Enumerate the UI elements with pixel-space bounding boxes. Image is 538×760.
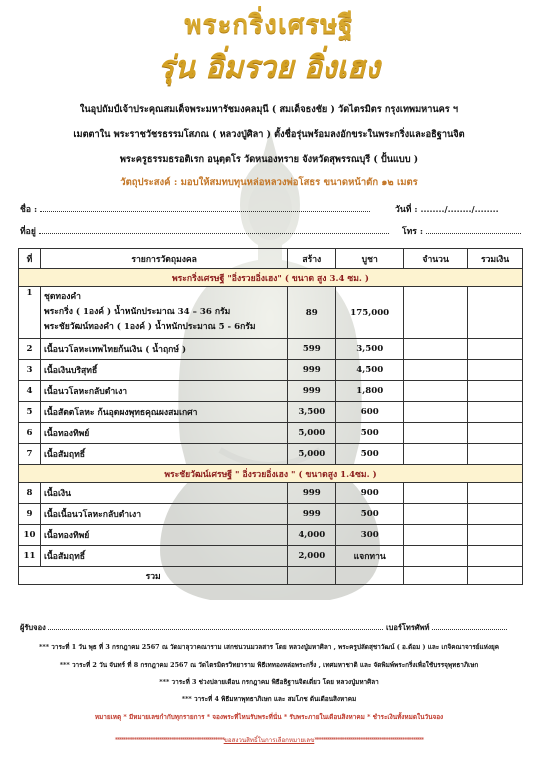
remarks-note: หมายเหตุ * มีหมายเลขกำกับทุกรายการ * จองพระที่ไหนรับพระที่นั่น * รับพระภายในเดือนสิงหาคม * ชำระเงินทั้งหมดในวันจอง	[94, 713, 444, 721]
row-qty-cell[interactable]	[404, 444, 468, 465]
receiver-label: ผู้รับจอง	[20, 623, 46, 632]
main-title: พระกริ่งเศรษฐี	[184, 10, 354, 40]
row-made: 999	[288, 483, 336, 504]
row-total-cell[interactable]	[468, 483, 523, 504]
gold-set-line-3: พระชัยวัฒน์ทองคำ ( 1องค์ ) น้ำหนักประมาณ 5 - 6กรัม	[43, 322, 256, 332]
total-amount-cell[interactable]	[468, 567, 523, 585]
total-row	[19, 567, 523, 585]
row-total-cell[interactable]	[468, 423, 523, 444]
row-total-cell[interactable]	[468, 504, 523, 525]
row-made: 999	[288, 360, 336, 381]
row-made: 2,000	[288, 546, 336, 567]
row-no: 10	[19, 525, 41, 546]
row-price: 3,500	[336, 339, 404, 360]
row-price: 600	[336, 402, 404, 423]
row-made: 5,000	[288, 423, 336, 444]
row-price: 500	[336, 504, 404, 525]
row-qty-cell[interactable]	[404, 504, 468, 525]
row-qty-cell[interactable]	[404, 360, 468, 381]
table-row	[19, 360, 523, 381]
row-made: 999	[288, 504, 336, 525]
address-field[interactable]	[20, 224, 389, 238]
edition-title: รุ่น อิ่มรวย อิ่งเฮง	[158, 50, 380, 85]
name-label: ชื่อ :	[20, 205, 38, 215]
table-row	[19, 483, 523, 504]
table-row	[19, 339, 523, 360]
col-item: รายการวัตถุมงคล	[40, 249, 287, 269]
row-no: 1	[19, 287, 41, 339]
name-input-line[interactable]	[40, 211, 370, 212]
row-total-cell[interactable]	[468, 546, 523, 567]
col-total: รวมเงิน	[468, 249, 523, 269]
table-row	[19, 402, 523, 423]
row-qty-cell[interactable]	[404, 483, 468, 504]
row-no: 8	[19, 483, 41, 504]
row-made: 3,500	[288, 402, 336, 423]
row-total-cell[interactable]	[468, 525, 523, 546]
row-no: 3	[19, 360, 41, 381]
row-price: แจกทาน	[336, 546, 404, 567]
receiver-input-line[interactable]	[48, 629, 383, 630]
row-total-cell[interactable]	[468, 339, 523, 360]
ceremony-round-3: *** วาระที่ 3 ช่วงปลายเดือน กรกฎาคม พิธีอธิฐานจิตเดี่ยว โดย หลวงปู่มหาศิลา	[159, 678, 379, 686]
date-field[interactable]	[395, 202, 499, 216]
row-total-cell[interactable]	[468, 402, 523, 423]
section-title-1: พระกริ่งเศรษฐี "อิ่งรวยอิ่งเฮง" ( ขนาด สูง 3.4 ซม. )	[19, 269, 523, 287]
receiver-phone-line[interactable]	[432, 629, 507, 630]
table-row	[19, 525, 523, 546]
table-header-row	[19, 249, 523, 269]
row-total-cell[interactable]	[468, 360, 523, 381]
ceremony-round-1: *** วาระที่ 1 วัน พุธ ที่ 3 กรกฎาคม 2567 ณ วัดมาลุวาคณาราม เสกชนวนมวลสาร โดย หลวงปู่มหาศิลา , พระครูปลัดสุชาวัฒน์ ( อ.ต้อม ) และ เกจิคณาจารย์แห่งยุค	[39, 643, 499, 651]
table-row	[19, 423, 523, 444]
phone-input-line[interactable]	[426, 233, 521, 234]
purpose-line: วัตถุประสงค์ : มอบให้สมทบทุนหล่อหลวงพ่อโสธร ขนาดหน้าตัก ๑๒ เมตร	[120, 177, 418, 188]
row-item: เนื้อสัมฤทธิ์	[40, 444, 287, 465]
row-total-cell[interactable]	[468, 287, 523, 339]
row-price: 500	[336, 423, 404, 444]
ceremony-round-2: *** วาระที่ 2 วัน จันทร์ ที่ 8 กรกฎาคม 2567 ณ วัดไตรมิตรวิทยาราม พิธีเททองหล่อพระกริ่ง , เทศมหาชาติ และ จัดพิมพ์พระกริ่งเพื่อใช้บรรจุพุทธาภิเษก	[59, 661, 479, 669]
table-row	[19, 287, 523, 339]
receiver-field[interactable]	[20, 622, 507, 634]
row-qty-cell[interactable]	[404, 339, 468, 360]
row-item-gold-set	[40, 287, 287, 339]
row-no: 11	[19, 546, 41, 567]
row-item: เนื้อทองทิพย์	[40, 423, 287, 444]
row-made: 5,000	[288, 444, 336, 465]
row-no: 9	[19, 504, 41, 525]
total-label: รวม	[19, 567, 288, 585]
gold-set-title: ชุดทองคำ	[43, 292, 81, 302]
row-price: 1,800	[336, 381, 404, 402]
row-qty-cell[interactable]	[404, 402, 468, 423]
total-blank-1	[288, 567, 336, 585]
row-made: 999	[288, 381, 336, 402]
row-price: 300	[336, 525, 404, 546]
row-made: 4,000	[288, 525, 336, 546]
total-blank-2	[336, 567, 404, 585]
date-value[interactable]: ......../......../........	[420, 205, 499, 215]
table-row	[19, 504, 523, 525]
name-field[interactable]	[20, 202, 370, 216]
table-row	[19, 444, 523, 465]
row-item: เนื้อเงินบริสุทธิ์	[40, 360, 287, 381]
row-item: เนื้อเงิน	[40, 483, 287, 504]
table-row	[19, 381, 523, 402]
row-made: 599	[288, 339, 336, 360]
intro-line-1: ในอุปถัมป์เจ้าประคุณสมเด็จพระมหารัชมงคลมุนี ( สมเด็จธงชัย ) วัดไตรมิตร กรุงเทพมหานคร ฯ	[79, 104, 459, 115]
row-no: 6	[19, 423, 41, 444]
row-qty-cell[interactable]	[404, 525, 468, 546]
row-item: เนื้อสัตตโลหะ ก้นอุดผงพุทธคุณผงสมเกศา	[40, 402, 287, 423]
section-header-2	[19, 465, 523, 483]
row-total-cell[interactable]	[468, 381, 523, 402]
intro-line-2: เมตตาใน พระราชวัชรธรรมโสภณ ( หลวงปู่ศิลา ) ตั้งชื่อรุ่นพร้อมลงอักขระในพระกริ่งและอธิฐานจิต	[73, 129, 465, 140]
row-price: 175,000	[336, 287, 404, 339]
date-label: วันที่ :	[395, 205, 418, 215]
row-made: 89	[288, 287, 336, 339]
total-qty-cell[interactable]	[404, 567, 468, 585]
row-qty-cell[interactable]	[404, 287, 468, 339]
row-price: 900	[336, 483, 404, 504]
phone-field[interactable]	[402, 224, 521, 238]
row-item: เนื้อนวโลหะกลับดำเงา	[40, 381, 287, 402]
reserve-rights-text: ขอสงวนสิทธิ์ในการเลือกหมายเลข	[223, 737, 315, 744]
row-total-cell[interactable]	[468, 444, 523, 465]
row-item: เนื้อสัมฤทธิ์	[40, 546, 287, 567]
address-input-line[interactable]	[39, 233, 389, 234]
phone-label: โทร :	[402, 227, 424, 237]
row-no: 2	[19, 339, 41, 360]
row-qty-cell[interactable]	[404, 381, 468, 402]
address-label: ที่อยู่	[20, 227, 36, 237]
section-title-2: พระชัยวัฒน์เศรษฐี " อิ่งรวยอิ่งเฮง " ( ขนาดสูง 1.4ซม. )	[19, 465, 523, 483]
order-table	[18, 248, 523, 585]
row-item: เนื้อเนื้อนวโลหะกลับดำเงา	[40, 504, 287, 525]
ceremony-round-4: *** วาระที่ 4 พิธีมหาพุทธาภิเษก และ สมโภช ต้นเดือนสิงหาคม	[181, 695, 357, 703]
row-qty-cell[interactable]	[404, 546, 468, 567]
col-no: ที่	[19, 249, 41, 269]
table-row	[19, 546, 523, 567]
receiver-phone-label: เบอร์โทรศัพท์	[386, 623, 430, 632]
row-item: เนื้อทองทิพย์	[40, 525, 287, 546]
row-no: 4	[19, 381, 41, 402]
gold-set-line-2: พระกริ่ง ( 1องค์ ) น้ำหนักประมาณ 34 – 36 กรัม	[43, 307, 231, 317]
section-header-1	[19, 269, 523, 287]
col-qty: จำนวน	[404, 249, 468, 269]
col-price: บูชา	[336, 249, 404, 269]
row-item: เนื้อนวโลหะเทพไทยก้นเงิน ( น้ำฤกษ์ )	[40, 339, 287, 360]
col-made: สร้าง	[288, 249, 336, 269]
intro-line-3: พระครูธรรมธรอติเรก อนุตฺตโร วัดหนองทราย จังหวัดสุพรรณบุรี ( ปั้นแบบ )	[119, 154, 419, 165]
row-no: 5	[19, 402, 41, 423]
row-price: 500	[336, 444, 404, 465]
row-price: 4,500	[336, 360, 404, 381]
row-no: 7	[19, 444, 41, 465]
row-qty-cell[interactable]	[404, 423, 468, 444]
reserve-rights-line: ****************************************************ขอสงวนสิทธิ์ในการเลือกหมายเลข****************************************************	[114, 737, 424, 744]
